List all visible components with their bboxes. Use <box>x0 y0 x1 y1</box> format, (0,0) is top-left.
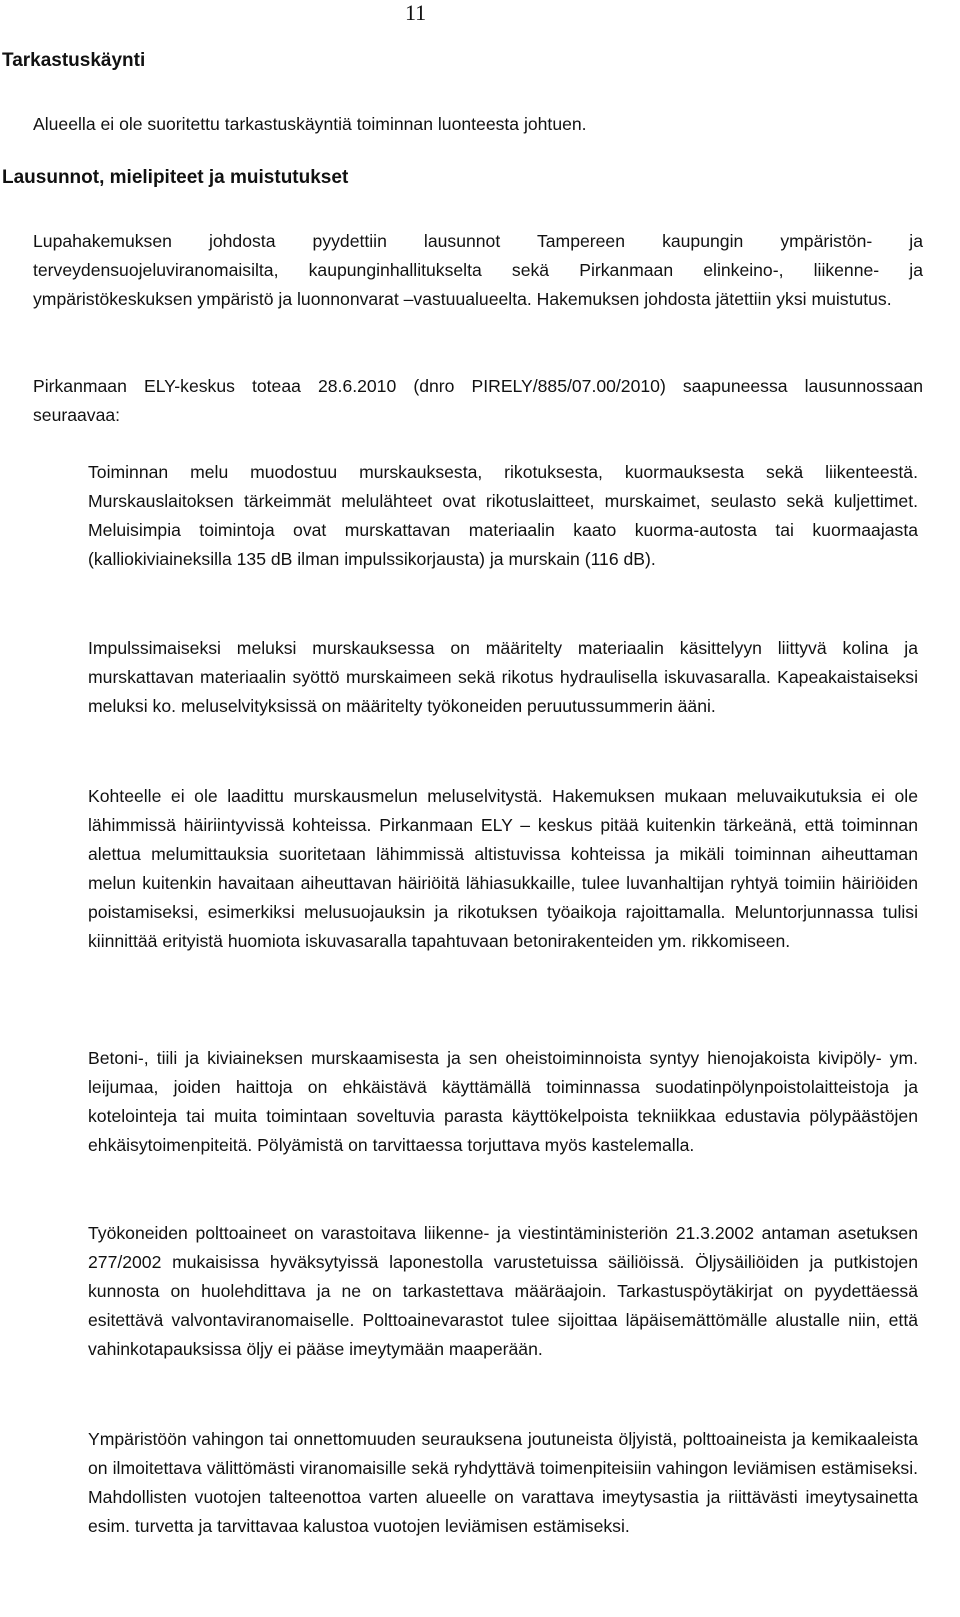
quote-paragraph-noise-sources: Toiminnan melu muodostuu murskauksesta, rikotuksesta, kuormauksesta sekä liikenteestä. Murskauslaitoksen tärkeimmät melulähteet ovat rikotuslaitteet, murskaimet, seulasto sekä kuljettimet. Meluisimpia toimintoja ovat murskattavan materiaalin kaato kuorma-autosta tai kuormaajasta (kalliokiviaineksilla 135 dB ilman impulssikorjausta) ja murskain (116 dB). <box>88 462 918 569</box>
section-heading-statements: Lausunnot, mielipiteet ja muistutukset <box>2 167 349 188</box>
page-number: 11 <box>405 0 427 25</box>
quote-paragraph-fuel-storage: Työkoneiden polttoaineet on varastoitava liikenne- ja viestintäministeriön 21.3.2002 antaman asetuksen 277/2002 mukaisissa hyväksytyissä laponestolla varustetuissa säiliöissä. Öljysäiliöiden ja putkistojen kunnosta on huolehdittava ja ne on tarkastettava määräajoin. Tarkastuspöytäkirjat on pyydettäessä esitettävä valvontaviranomaiselle. Polttoainevarastot tulee sijoittaa läpäisemättömälle alustalle niin, että vahinkotapauksissa öljy ei pääse imeytymään maaperään. <box>88 1223 918 1359</box>
section-heading-inspection: Tarkastuskäynti <box>2 50 146 71</box>
quote-paragraph-impulse-noise: Impulssimaiseksi meluksi murskauksessa on määritelty materiaalin käsittelyyn liittyvä kolina ja murskattavan materiaalin syöttö murskaimeen sekä rikotus hydraulisella iskuvasaralla. Kapeakaistaiseksi meluksi ko. meluselvityksissä on määritelty työkoneiden peruutussummerin ääni. <box>88 638 918 716</box>
quote-paragraph-spills: Ympäristöön vahingon tai onnettomuuden seurauksena joutuneista öljyistä, polttoaineista ja kemikaaleista on ilmoitettava välittömästi viranomaisille sekä ryhdyttävä toimenpiteisiin vahingon leviämisen estämiseksi. Mahdollisten vuotojen talteenottoa varten alueelle on varattava imeytysastia ja riittävästi imeytysainetta esim. turvetta ja tarvittavaa kalustoa vuotojen leviämisen estämiseksi. <box>88 1429 918 1536</box>
quote-paragraph-noise-survey: Kohteelle ei ole laadittu murskausmelun meluselvitystä. Hakemuksen mukaan meluvaikutuksia ei ole lähimmissä häiriintyvissä kohteissa. Pirkanmaan ELY – keskus pitää kuitenkin tärkeänä, että toiminnan alettua melumittauksia suoritetaan lähimmissä altistuvissa kohteissa ja mikäli toiminnan aiheuttaman melun kuitenkin havaitaan aiheuttavan häiriöitä lähiasukkaille, tulee luvanhaltijan ryhtyä toimiin häiriöiden poistamiseksi, esimerkiksi melusuojauksin ja rikotuksen työaikoja rajoittamalla. Meluntorjunnassa tulisi kiinnittää erityistä huomiota iskuvasaralla tapahtuvaan betonirakenteiden ym. rikkomiseen. <box>88 786 918 951</box>
inspection-paragraph: Alueella ei ole suoritettu tarkastuskäyntiä toiminnan luonteesta johtuen. <box>33 114 587 134</box>
statements-paragraph-ely: Pirkanmaan ELY-keskus toteaa 28.6.2010 (dnro PIRELY/885/07.00/2010) saapuneessa lausunnossaan seuraavaa: <box>33 376 923 425</box>
quote-paragraph-dust: Betoni-, tiili ja kiviaineksen murskaamisesta ja sen oheistoiminnoista syntyy hienojakoista kivipöly- ym. leijumaa, joiden haittoja on ehkäistävä käyttämällä toiminnassa suodatinpölynpoistolaitteistoja ja kotelointeja tai muita toimintaan soveltuvia parasta käyttökelpoista tekniikkaa edustavia pölypäästöjen ehkäisytoimenpiteitä. Pölyämistä on tarvittaessa torjuttava myös kastelemalla. <box>88 1048 918 1155</box>
statements-paragraph-intro: Lupahakemuksen johdosta pyydettiin lausunnot Tampereen kaupungin ympäristön- ja terveydensuojeluviranomaisilta, kaupunginhallitukselta sekä Pirkanmaan elinkeino-, liikenne- ja ympäristökeskuksen ympäristö ja luonnonvarat –vastuualueelta. Hakemuksen johdosta jätettiin yksi muistutus. <box>33 231 923 309</box>
